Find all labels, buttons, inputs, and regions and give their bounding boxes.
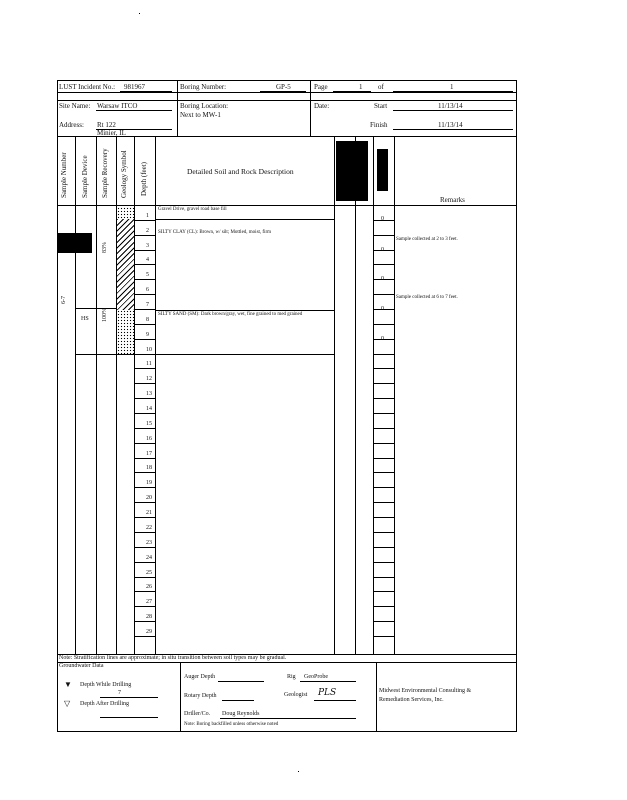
pid-grid-line	[373, 398, 394, 399]
sample-number-2: 6-7	[61, 296, 67, 304]
depth-tick	[134, 621, 155, 622]
geology-symbol-header: Geology Symbol	[120, 150, 128, 198]
boring-location-label: Boring Location:	[180, 102, 229, 110]
pid-grid-line	[373, 606, 394, 607]
driller-label: Driller/Co.	[184, 711, 211, 717]
boring-number-label: Boring Number:	[180, 83, 227, 91]
depth-after-drilling-label: Depth After Drilling	[80, 701, 129, 707]
rig-value: GeoProbe	[304, 674, 328, 680]
depth-tick	[134, 413, 155, 414]
depth-while-drilling-value: 7	[118, 690, 121, 696]
description-header: Detailed Soil and Rock Description	[187, 167, 294, 176]
depth-label: 9	[146, 331, 149, 338]
description-silty-sand: SILTY SAND (SM): Dark brown/gray, wet, fine grained to med grained	[158, 312, 303, 317]
auger-depth-label: Auger Depth	[184, 674, 216, 680]
depth-label: 24	[146, 554, 152, 561]
site-name-value: Warsaw ITCO	[97, 102, 138, 110]
scan-speck	[298, 771, 299, 772]
pid-grid-line	[373, 562, 394, 563]
site-name-label: Site Name:	[59, 102, 91, 110]
depth-tick	[134, 428, 155, 429]
start-date: 11/13/14	[438, 102, 463, 110]
pid-grid-line	[373, 487, 394, 488]
depth-tick	[134, 220, 155, 221]
depth-label: 17	[146, 450, 152, 457]
depth-label: 7	[146, 302, 149, 309]
gravel-symbol	[117, 207, 134, 219]
depth-label: 13	[146, 391, 152, 398]
description-silty-clay: SILTY CLAY (CL): Brown, w/ silt; Mottled, moist, firm	[158, 230, 272, 235]
depth-label: 28	[146, 614, 152, 621]
depth-label: 3	[146, 242, 149, 249]
depth-label: 2	[146, 227, 149, 234]
depth-tick	[134, 324, 155, 325]
pid-grid-line	[373, 472, 394, 473]
pid-grid-line	[373, 294, 394, 295]
depth-tick	[134, 577, 155, 578]
pid-grid-line	[373, 413, 394, 414]
pid-grid-line	[373, 547, 394, 548]
remarks-header: Remarks	[440, 196, 465, 204]
depth-tick	[134, 562, 155, 563]
depth-label: 14	[146, 406, 152, 413]
depth-tick	[134, 458, 155, 459]
depth-tick	[134, 279, 155, 280]
pid-reading-1: 0	[381, 216, 384, 222]
depth-tick	[134, 591, 155, 592]
page-value: 1	[359, 83, 363, 91]
depth-tick	[134, 606, 155, 607]
depth-label: 6	[146, 287, 149, 294]
depth-tick	[134, 368, 155, 369]
pid-reading-5: 0	[381, 336, 384, 342]
pid-grid-line	[373, 636, 394, 637]
pid-grid-line	[373, 264, 394, 265]
water-while-drilling-icon: ▼	[64, 680, 72, 689]
backfill-note: Note: Boring backfilled unless otherwise noted	[184, 722, 279, 727]
geologist-value: PLS	[318, 688, 337, 698]
boring-number-value: GP-5	[276, 83, 291, 91]
sample-marker-block	[58, 233, 92, 253]
pid-grid-line	[373, 517, 394, 518]
pid-grid-line	[373, 621, 394, 622]
address-line-2: Minier, IL	[97, 129, 126, 137]
depth-label: 19	[146, 480, 152, 487]
depth-label: 15	[146, 420, 152, 427]
boring-location-value: Next to MW-1	[180, 111, 221, 119]
finish-date: 11/13/14	[438, 121, 463, 129]
depth-label: 12	[146, 376, 152, 383]
pid-header-block	[336, 141, 368, 201]
depth-tick	[134, 250, 155, 251]
pid-grid-line	[373, 383, 394, 384]
pid-grid-line	[373, 532, 394, 533]
depth-label: 8	[146, 316, 149, 323]
sample-recovery-1: 83%	[102, 242, 108, 253]
depth-header: Depth (feet)	[140, 161, 148, 196]
depth-tick	[134, 502, 155, 503]
lust-incident-label: LUST Incident No.:	[59, 83, 116, 91]
depth-tick	[134, 398, 155, 399]
pid-reading-3: 0	[381, 276, 384, 282]
depth-label: 29	[146, 628, 152, 635]
finish-label: Finish	[370, 121, 388, 129]
depth-tick	[134, 636, 155, 637]
rotary-depth-label: Rotary Depth	[184, 693, 217, 699]
address-line-1: Rt 122	[97, 121, 116, 129]
depth-tick	[134, 235, 155, 236]
depth-tick	[134, 472, 155, 473]
pid-grid-line	[373, 368, 394, 369]
pid-grid-line	[373, 235, 394, 236]
depth-label: 26	[146, 584, 152, 591]
depth-while-drilling-label: Depth While Drilling	[80, 682, 132, 688]
remark-sample-2: Sample collected at 6 to 7 feet.	[396, 295, 458, 300]
depth-label: 4	[146, 257, 149, 264]
description-gravel: Gravel Drive, gravel road base fill	[158, 207, 227, 212]
depth-label: 11	[146, 361, 152, 368]
depth-label: 16	[146, 435, 152, 442]
of-value: 1	[450, 83, 454, 91]
company-name-line-2: Remediation Services, Inc.	[379, 697, 444, 703]
depth-label: 23	[146, 539, 152, 546]
depth-tick	[134, 309, 155, 310]
pid-grid-line	[373, 428, 394, 429]
pid-grid-line	[373, 591, 394, 592]
depth-tick	[134, 339, 155, 340]
sample-device-header: Sample Device	[81, 155, 89, 198]
depth-tick	[134, 487, 155, 488]
pid-header-bar	[377, 149, 388, 191]
sample-device-2: HS	[81, 316, 89, 322]
start-label: Start	[374, 102, 388, 110]
depth-label: 10	[146, 346, 152, 353]
company-name-line-1: Midwest Environmental Consulting &	[379, 688, 472, 694]
driller-value: Doug Reynolds	[222, 711, 260, 717]
depth-tick	[134, 264, 155, 265]
pid-reading-2: 0	[381, 247, 384, 253]
page-label: Page	[314, 83, 328, 91]
pid-grid-line	[373, 502, 394, 503]
rig-label: Rig	[287, 674, 296, 680]
depth-label: 27	[146, 599, 152, 606]
scan-speck	[139, 13, 140, 14]
pid-grid-line	[373, 324, 394, 325]
remark-sample-1: Sample collected at 2 to 3 feet.	[396, 237, 458, 242]
pid-grid-line	[373, 458, 394, 459]
depth-label: 25	[146, 569, 152, 576]
depth-label: 22	[146, 524, 152, 531]
date-label: Date:	[314, 102, 330, 110]
depth-tick	[134, 547, 155, 548]
depth-label: 21	[146, 510, 152, 517]
stratification-note: Note: Stratification lines are approximate; in situ transition between soil types may be gradual.	[59, 655, 287, 661]
depth-label: 20	[146, 495, 152, 502]
depth-tick	[134, 532, 155, 533]
sample-number-header: Sample Number	[60, 152, 68, 198]
depth-label: 18	[146, 465, 152, 472]
pid-grid-line	[373, 354, 394, 355]
depth-tick	[134, 383, 155, 384]
clay-symbol	[117, 219, 134, 310]
sample-recovery-2: 100%	[102, 308, 108, 322]
depth-label: 1	[146, 212, 149, 219]
sample-recovery-header: Sample Recovery	[101, 148, 109, 198]
pid-grid-line	[373, 443, 394, 444]
geologist-label: Geologist	[284, 692, 308, 698]
water-after-drilling-icon: ▽	[64, 699, 71, 708]
sand-symbol	[117, 310, 134, 354]
depth-tick	[134, 354, 155, 355]
depth-tick	[134, 517, 155, 518]
lust-incident-value: 981967	[124, 83, 145, 91]
of-label: of	[378, 83, 384, 91]
groundwater-label: Groundwater Data	[59, 663, 104, 669]
depth-tick	[134, 443, 155, 444]
pid-reading-4: 0	[381, 306, 384, 312]
depth-tick	[134, 294, 155, 295]
depth-label: 5	[146, 272, 149, 279]
pid-grid-line	[373, 577, 394, 578]
address-label: Address:	[59, 121, 84, 129]
